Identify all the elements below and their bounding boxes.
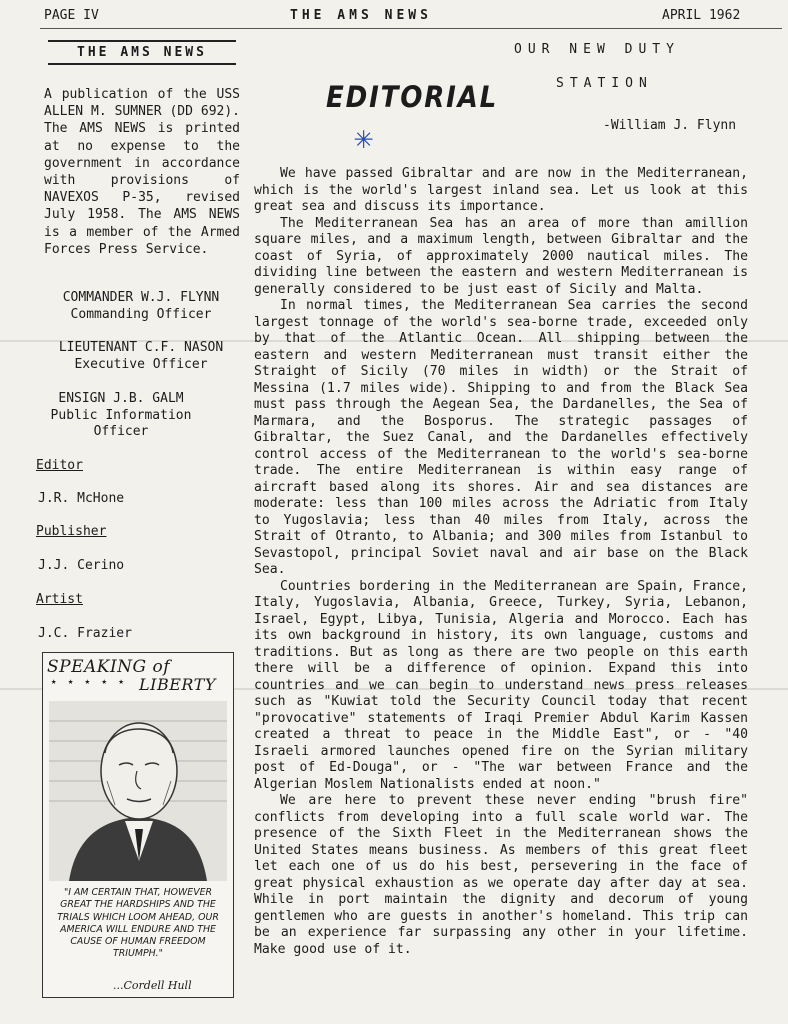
article-title-line1: OUR NEW DUTY — [514, 42, 680, 57]
speaking-of-liberty-cartoon — [42, 652, 234, 998]
officer-title: Executive Officer — [74, 356, 208, 372]
officer-title: Public Information Officer — [50, 407, 192, 439]
article-paragraph: The Mediterranean Sea has an area of more than amillion square miles, and a maximum length, between Gibraltar and the coast of Syria, of approximately 2000 nautical miles. The dividing line between the eastern and western Mediterranean is generally considered to be just east of Sicily and Malta. — [254, 215, 748, 297]
cartoon-attribution: ...Cordell Hull — [113, 979, 192, 992]
staff-name-artist: J.C. Frazier — [38, 626, 132, 641]
portrait-illustration — [49, 701, 227, 881]
cartoon-heading-line2: LIBERTY — [139, 675, 216, 694]
editorial-heading: EDITORIAL — [326, 80, 499, 114]
article-paragraph: Countries bordering in the Mediterranean are Spain, France, Italy, Yugoslavia, Albania, Greece, Turkey, Syria, Lebanon, Israel, Egypt, Libya, Tunisia, Algeria and Morocco. Each has its own background in history, its own language, customs and traditions. But as long as there are two people on this earth there will be a difference of opinion. Expand this into countries and we can begin to understand news press releases such as "Kuwiat told the Security Council today that recent "provocative" statements of Iraqi Premier Abdul Karim Kassen created a threat to peace in the Middle East", or - "40 Israeli armored launches opened fire on the Syrian military post of Ed-Douga", or - "The war between France and the Algerian Moslem Nationalists ended at noon." — [254, 578, 748, 792]
masthead: THE AMS NEWS — [290, 8, 432, 23]
officer-name: COMMANDER W.J. FLYNN — [62, 290, 220, 305]
article-byline: -William J. Flynn — [603, 118, 737, 133]
article-title-line2: STATION — [556, 76, 653, 91]
staff-role-artist: Artist — [36, 592, 83, 607]
page-number: PAGE IV — [44, 8, 99, 23]
officer-title: Commanding Officer — [70, 306, 212, 322]
officer-name: ENSIGN J.B. GALM — [58, 391, 184, 406]
publication-note: A publication of the USS ALLEN M. SUMNER (DD 692). The AMS NEWS is printed at no expense to the government in accordance with provisions of NAVEXOS P-35, revised July 1958. The AMS NEWS is a member of the Armed Forces Press Service. — [44, 87, 240, 257]
sidebar-title: THE AMS NEWS — [48, 40, 236, 65]
article-paragraph: We are here to prevent these never ending "brush fire" conflicts from developing into a full scale world war. The presence of the Sixth Fleet in the Mediterranean shows the United States means business. As members of this great fleet let each one of us do his best, persevering in the face of great physical exhaustion as we operate day after day at sea. While in port maintain the dignity and decorum of young gentlemen who are guests in another's homeland. This trip can be an experience far surpassing any other in your lifetime. Make good use of it. — [254, 793, 748, 957]
cartoon-quote: "I AM CERTAIN THAT, HOWEVER GREAT THE HARDSHIPS AND THE TRIALS WHICH LOOM AHEAD, OUR AMERICA WILL ENDURE AND THE CAUSE OF HUMAN FREEDOM TRIUMPH." — [57, 887, 219, 960]
stars-decoration: ★ ★ ★ ★ ★ — [51, 677, 127, 687]
header-rule — [40, 28, 782, 29]
staff-role-editor: Editor — [36, 458, 83, 473]
officer-executive — [42, 340, 240, 373]
article-body — [254, 166, 748, 958]
issue-date: APRIL 1962 — [662, 8, 741, 23]
officer-name: LIEUTENANT C.F. NASON — [58, 340, 224, 355]
cartoon-heading-line1: SPEAKING of — [47, 657, 171, 677]
article-paragraph: We have passed Gibraltar and are now in the Mediterranean, which is the world's largest inland sea. Let us look at this great sea and discuss its importance. — [254, 166, 748, 214]
asterisk-mark: ✳ — [354, 118, 374, 156]
article-paragraph: In normal times, the Mediterranean Sea carries the second largest tonnage of the world's sea-borne trade, exceeded only by that of the Atlantic Ocean. All shipping between the eastern and western Mediterranean must transit either the Straight of Sicily (70 miles in width) or the Strait of Messina (1.7 miles wide). Shipping to and from the Black Sea must pass through the Aegean Sea, the Dardanelles, the Sea of Marmara, and the Bosporus. The strategic passages of Gibraltar, the Suez Canal, and the Dardanelles effectively control access of the Mediterranean to the world's sea-borne trade. The entire Mediterranean is within easy range of aircraft based along its shores. Air and sea distances are moderate: less than 100 miles across the Adriatic from Italy to Yugoslavia; less than 40 miles from Italy, across the Strait of Otranto, to Albania; and 300 miles from Istanbul to Sevastopol, principal Soviet naval and air base on the Black Sea. — [254, 298, 748, 577]
staff-role-publisher: Publisher — [36, 524, 107, 539]
staff-name-publisher: J.J. Cerino — [38, 558, 125, 573]
sidebar — [42, 40, 240, 257]
staff-name-editor: J.R. McHone — [38, 491, 125, 506]
officer-public-information — [46, 391, 196, 441]
officer-commanding — [42, 290, 240, 323]
